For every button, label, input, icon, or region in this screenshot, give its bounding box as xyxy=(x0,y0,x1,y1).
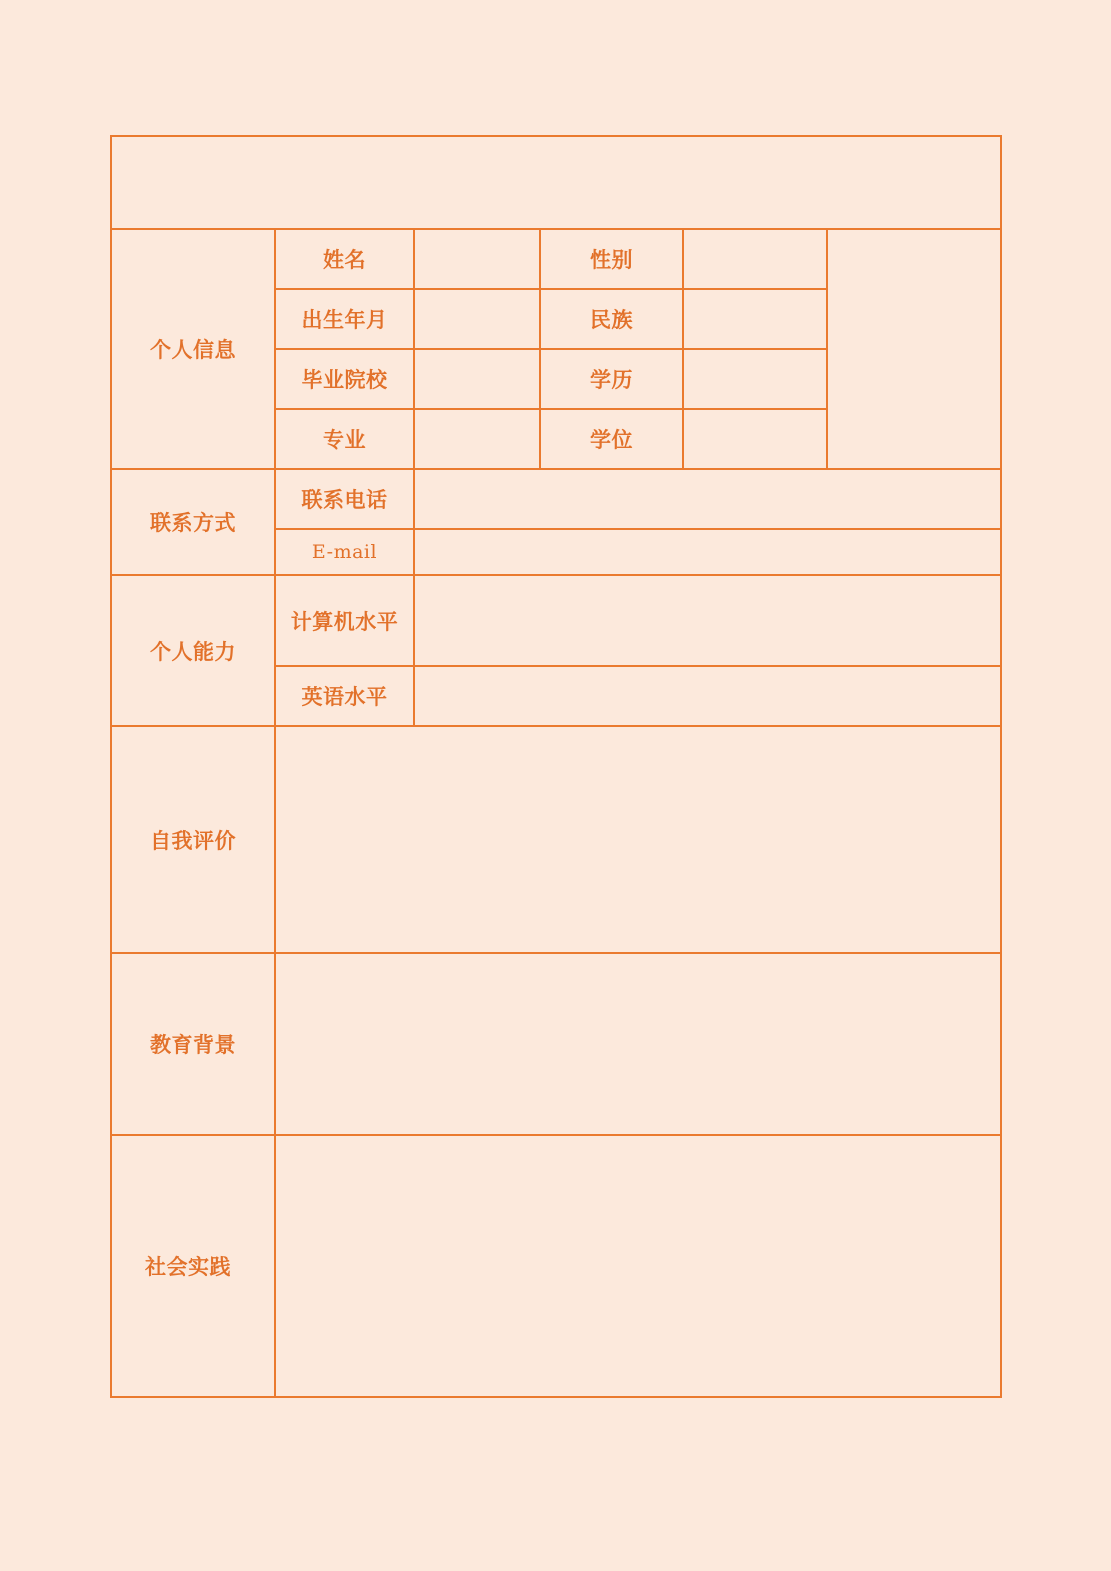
computer-level-label: 计算机水平 xyxy=(275,575,414,666)
self-evaluation-section-label: 自我评价 xyxy=(111,726,275,953)
education-label: 学历 xyxy=(540,349,683,409)
ethnicity-field[interactable] xyxy=(683,289,827,349)
school-field[interactable] xyxy=(414,349,540,409)
email-label: E-mail xyxy=(275,529,414,575)
degree-label: 学位 xyxy=(540,409,683,469)
english-level-field[interactable] xyxy=(414,666,1001,726)
self-evaluation-field[interactable] xyxy=(275,726,1001,953)
ethnicity-label: 民族 xyxy=(540,289,683,349)
name-label: 姓名 xyxy=(275,229,414,289)
name-field[interactable] xyxy=(414,229,540,289)
education-background-field[interactable] xyxy=(275,953,1001,1135)
major-label: 专业 xyxy=(275,409,414,469)
english-level-label: 英语水平 xyxy=(275,666,414,726)
education-background-section-label: 教育背景 xyxy=(111,953,275,1135)
phone-field[interactable] xyxy=(414,469,1001,529)
birth-label: 出生年月 xyxy=(275,289,414,349)
email-field[interactable] xyxy=(414,529,1001,575)
resume-title-cell[interactable] xyxy=(111,136,1001,229)
resume-form-table xyxy=(110,135,1002,1398)
birth-field[interactable] xyxy=(414,289,540,349)
degree-field[interactable] xyxy=(683,409,827,469)
school-label: 毕业院校 xyxy=(275,349,414,409)
social-practice-field[interactable] xyxy=(275,1135,1001,1397)
education-field[interactable] xyxy=(683,349,827,409)
personal-info-section-label: 个人信息 xyxy=(111,229,275,469)
phone-label: 联系电话 xyxy=(275,469,414,529)
ability-section-label: 个人能力 xyxy=(111,575,275,726)
social-practice-section-label: 社会实践 xyxy=(111,1135,275,1397)
major-field[interactable] xyxy=(414,409,540,469)
photo-cell[interactable] xyxy=(827,229,1001,469)
gender-field[interactable] xyxy=(683,229,827,289)
gender-label: 性别 xyxy=(540,229,683,289)
computer-level-field[interactable] xyxy=(414,575,1001,666)
contact-section-label: 联系方式 xyxy=(111,469,275,575)
